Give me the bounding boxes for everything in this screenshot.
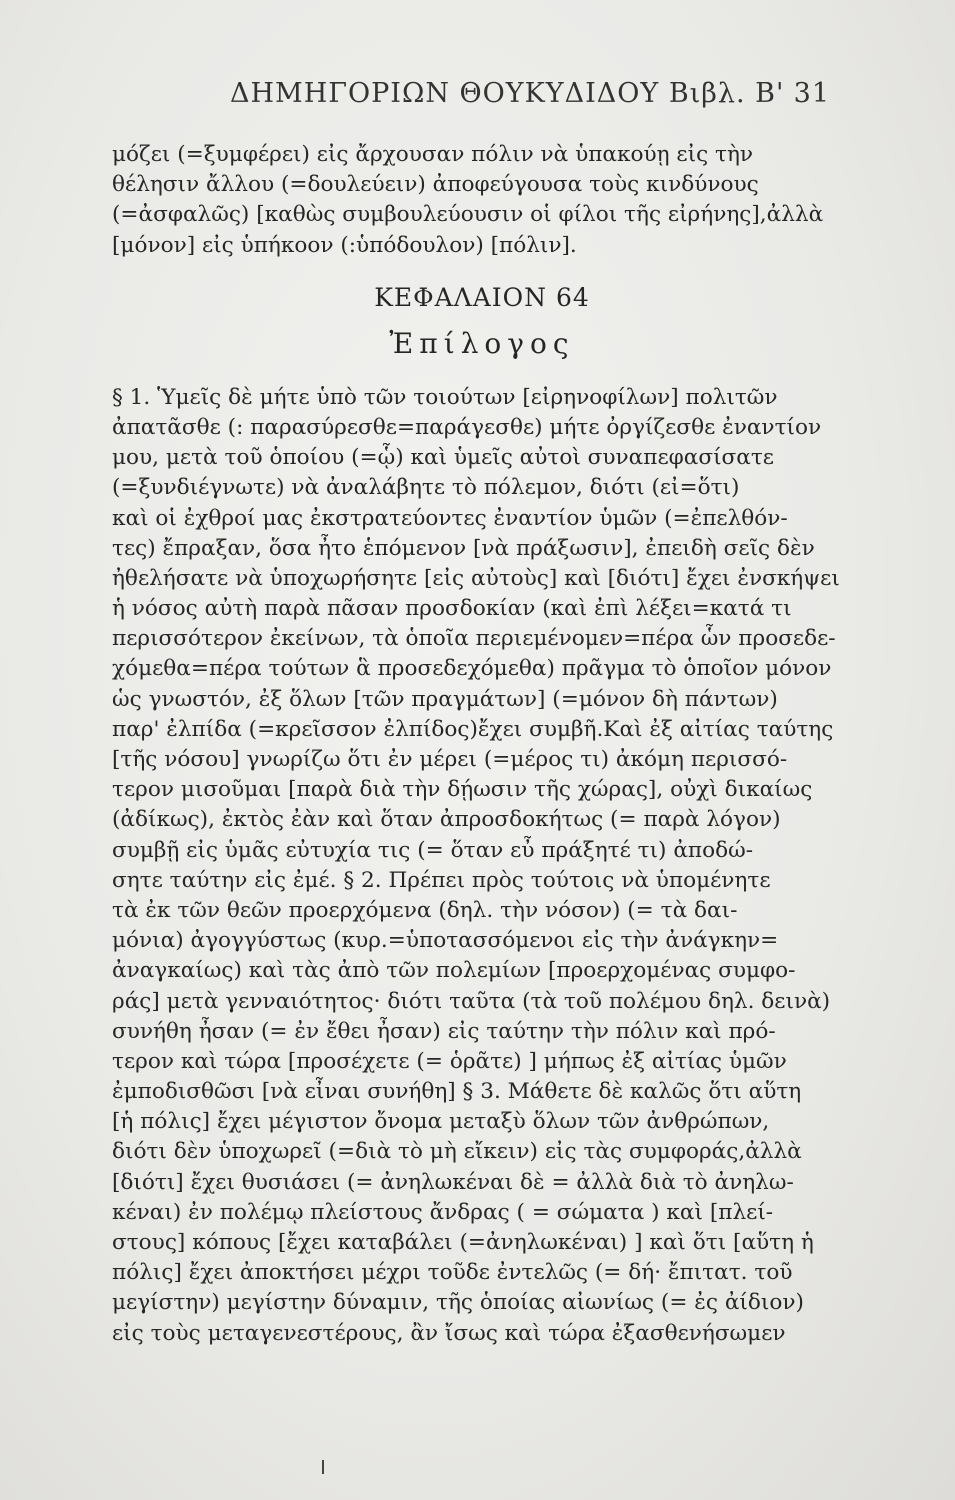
text-line: ἀναγκαίως) καὶ τὰς ἀπὸ τῶν πολεμίων [προερχομένας συμφο- [112, 958, 796, 984]
text-line: παρ' ἐλπίδα (=κρεῖσσον ἐλπίδος)ἔχει συμβῆ.Καὶ ἐξ αἰτίας ταύτης [112, 716, 834, 742]
print-mark [322, 1460, 324, 1474]
text-line: μου, μετὰ τοῦ ὁποίου (=ᾧ) καὶ ὑμεῖς αὐτοὶ συναπεφασίσατε [112, 445, 774, 471]
text-line: μόζει (=ξυμφέρει) εἰς ἄρχουσαν πόλιν νὰ ὑπακούῃ εἰς τὴν [112, 142, 754, 167]
text-line: καὶ οἱ ἐχθροί μας ἐκστρατεύοντες ἐναντίον ὑμῶν (=ἐπελθόν- [112, 505, 788, 531]
text-line: θέλησιν ἄλλου (=δουλεύειν) ἀποφεύγουσα τοὺς κινδύνους [112, 172, 759, 198]
running-header [230, 78, 830, 109]
text-line: (=ἀσφαλῶς) [καθὼς συμβουλεύουσιν οἱ φίλοι τῆς εἰρήνης],ἀλλὰ [112, 202, 824, 228]
text-line: [ἡ πόλις] ἔχει μέγιστον ὄνομα μεταξὺ ὅλων τῶν ἀνθρώπων, [112, 1109, 770, 1135]
text-line: μόνια) ἀγογγύστως (κυρ.=ὑποτασσόμενοι εἰς τὴν ἀνάγκην= [112, 928, 779, 954]
text-line: χόμεθα=πέρα τούτων ἃ προσεδεχόμεθα) πρᾶγμα τὸ ὁποῖον μόνον [112, 656, 832, 682]
page-number: 31 [793, 78, 830, 109]
text-line: στους] κόπους [ἔχει καταβάλει (=ἀνηλωκέναι) ] καὶ ὅτι [αὕτη ἡ [112, 1230, 814, 1255]
text-line: ἠθελήσατε νὰ ὑποχωρήσητε [εἰς αὐτοὺς] καὶ [διότι] ἔχει ἐνσκήψει [112, 565, 840, 591]
text-line: ἡ νόσος αὐτὴ παρὰ πᾶσαν προσδοκίαν (καὶ ἐπὶ λέξει=κατά τι [112, 596, 792, 622]
text-line: [μόνον] εἰς ὑπήκοον (:ὑπόδουλον) [πόλιν]. [112, 232, 577, 258]
text-line: τερον καὶ τώρα [προσέχετε (= ὁρᾶτε) ] μήπως ἐξ αἰτίας ὑμῶν [112, 1048, 787, 1074]
text-line: ράς] μετὰ γενναιότητος· διότι ταῦτα (τὰ τοῦ πολέμου δηλ. δεινὰ) [112, 988, 831, 1014]
text-line: συνήθη ἦσαν (= ἐν ἔθει ἦσαν) εἰς ταύτην τὴν πόλιν καὶ πρό- [112, 1018, 776, 1044]
text-line: μεγίστην) μεγίστην δύναμιν, τῆς ὁποίας αἰωνίως (= ἐς ἀίδιον) [112, 1290, 804, 1316]
text-line: ἐμποδισθῶσι [νὰ εἶναι συνήθη] § 3. Μάθετε δὲ καλῶς ὅτι αὕτη [112, 1079, 802, 1105]
chapter-title: ΚΕΦΑΛΑΙΟΝ 64 [374, 282, 590, 312]
text-line: περισσότερον ἐκείνων, τὰ ὁποῖα περιεμένομεν=πέρα ὧν προσεδε- [112, 626, 836, 652]
text-body [112, 140, 852, 1349]
text-line: τὰ ἐκ τῶν θεῶν προερχόμενα (δηλ. τὴν νόσον) (= τὰ δαι- [112, 897, 738, 923]
section-heading: Ἐπίλογος [389, 326, 575, 360]
text-line: συμβῇ εἰς ὑμᾶς εὐτυχία τις (= ὅταν εὖ πράξητέ τι) ἀποδώ- [112, 837, 754, 863]
text-line: ὡς γνωστόν, ἐξ ὅλων [τῶν πραγμάτων] (=μόνον δὴ πάντων) [112, 686, 778, 712]
text-line: § 1. Ὑμεῖς δὲ μήτε ὑπὸ τῶν τοιούτων [εἰρηνοφίλων] πολιτῶν [112, 384, 778, 410]
text-line: κέναι) ἐν πολέμῳ πλείστους ἄνδρας ( = σώματα ) καὶ [πλεί- [112, 1199, 774, 1225]
text-line: διότι δὲν ὑποχωρεῖ (=διὰ τὸ μὴ εἴκειν) εἰς τὰς συμφοράς,ἀλλὰ [112, 1139, 802, 1165]
text-line: (ἀδίκως), ἐκτὸς ἐὰν καὶ ὅταν ἀπροσδοκήτως (= παρὰ λόγον) [112, 807, 781, 833]
text-line: εἰς τοὺς μεταγενεστέρους, ἂν ἴσως καὶ τώρα ἐξασθενήσωμεν [112, 1320, 786, 1346]
text-line: [διότι] ἔχει θυσιάσει (= ἀνηλωκέναι δὲ = ἀλλὰ διὰ τὸ ἀνηλω- [112, 1169, 794, 1195]
text-line: τες) ἔπραξαν, ὅσα ἦτο ἑπόμενον [νὰ πράξωσιν], ἐπειδὴ σεῖς δὲν [112, 535, 815, 561]
text-line: (=ξυνδιέγνωτε) νὰ ἀναλάβητε τὸ πόλεμον, διότι (εἰ=ὅτι) [112, 475, 740, 501]
text-line: ἀπατᾶσθε (: παρασύρεσθε=παράγεσθε) μήτε ὀργίζεσθε ἐναντίον [112, 414, 822, 440]
text-line: [τῆς νόσου] γνωρίζω ὅτι ἐν μέρει (=μέρος τι) ἀκόμη περισσό- [112, 747, 788, 772]
text-line: τερον μισοῦμαι [παρὰ διὰ τὴν δῄωσιν τῆς χώρας], οὐχὶ δικαίως [112, 777, 813, 803]
running-title: ΔΗΜΗΓΟΡΙΩΝ ΘΟΥΚΥΔΙΔΟΥ Βιβλ. Β' [230, 78, 785, 109]
text-line: σητε ταύτην εἰς ἐμέ. § 2. Πρέπει πρὸς τούτοις νὰ ὑπομένητε [112, 867, 771, 893]
text-line: πόλις] ἔχει ἀποκτήσει μέχρι τοῦδε ἐντελῶς (= δή· ἔπιτατ. τοῦ [112, 1260, 793, 1286]
